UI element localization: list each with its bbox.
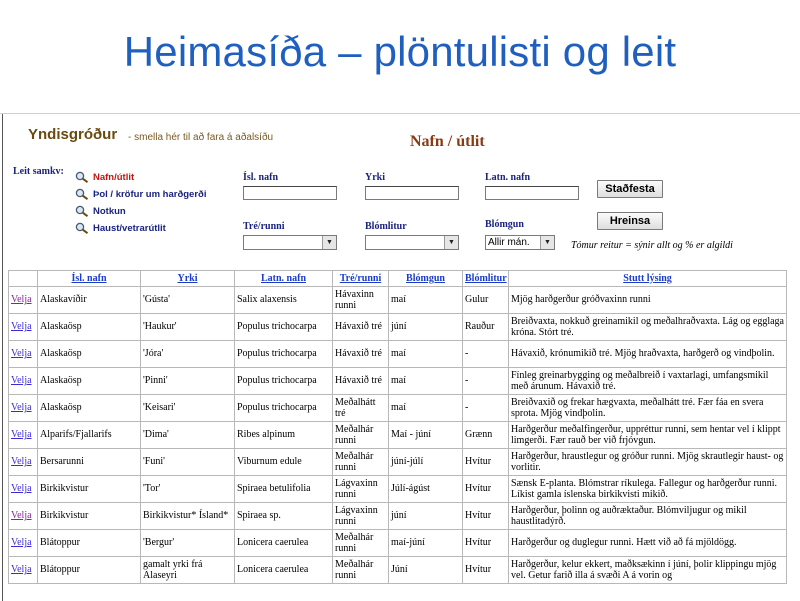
cell-tree-shrub: Meðalhátt tré (333, 395, 389, 422)
chevron-down-icon[interactable]: ▼ (444, 236, 458, 249)
table-row (9, 287, 787, 314)
select-link[interactable]: Velja (11, 537, 32, 549)
header-flower-color[interactable]: Blómlitur (463, 271, 509, 287)
magnifier-icon (75, 222, 89, 234)
table-row (9, 422, 787, 449)
search-option-1[interactable] (75, 188, 207, 200)
flower-color-select[interactable] (365, 235, 459, 250)
cell-description: Harðgerður og duglegur runni. Hætt við að fá mjöldögg. (509, 530, 787, 557)
cell-description: Harðgerður meðalfingerður, uppréttur runni, sem hentar vel í klippt limgerði. Fær rauð ber við frjóvgun. (509, 422, 787, 449)
cell-tree-shrub: Lágvaxinn runni (333, 503, 389, 530)
magnifier-icon (75, 171, 89, 183)
cell-latin-name: Ribes alpinum (235, 422, 333, 449)
select-cell (9, 530, 38, 557)
cell-flowering: júní (389, 503, 463, 530)
cell-description: Fínleg greinarbygging og meðalbreið í vaxtarlagi, umfangsmikil með árunum. Hávaxið tré. (509, 368, 787, 395)
search-option-label: Haust/vetrarútlit (93, 222, 166, 234)
cell-description: Sænsk E-planta. Blómstrar ríkulega. Fallegur og harðgerður runni. Líkist gamla íslenska birkikvisti mikið. (509, 476, 787, 503)
flowering-label: Blómgun (485, 219, 524, 230)
cell-latin-name: Populus trichocarpa (235, 314, 333, 341)
page-border (2, 114, 3, 601)
table-row (9, 341, 787, 368)
home-link-hint[interactable]: - smella hér til að fara á aðalsíðu (128, 132, 274, 143)
magnifier-icon (75, 205, 89, 217)
cell-latin-name: Populus trichocarpa (235, 368, 333, 395)
search-by-label: Leit samkv: (13, 166, 64, 177)
cell-latin-name: Lonicera caerulea (235, 530, 333, 557)
isl-name-input[interactable] (243, 186, 337, 200)
search-option-label: Nafn/útlit (93, 171, 135, 183)
chevron-down-icon[interactable]: ▼ (540, 236, 554, 249)
cell-flower-color: - (463, 395, 509, 422)
tree-shrub-label: Tré/runni (243, 221, 285, 232)
select-link[interactable]: Velja (11, 510, 32, 522)
select-cell (9, 395, 38, 422)
cell-flowering: júní-júlí (389, 449, 463, 476)
cell-isl-name: Birkikvistur (38, 503, 141, 530)
header-select-col (9, 271, 38, 287)
cell-cultivar: 'Tor' (141, 476, 235, 503)
latin-name-input[interactable] (485, 186, 579, 200)
cultivar-label: Yrki (365, 172, 385, 183)
cell-isl-name: Birkikvistur (38, 476, 141, 503)
cell-flower-color: Grænn (463, 422, 509, 449)
cell-flowering: maí (389, 341, 463, 368)
select-link[interactable]: Velja (11, 483, 32, 495)
flowering-selected-value: Allir mán. (488, 237, 530, 248)
slide-title: Heimasíða – plöntulisti og leit (123, 28, 677, 75)
cell-tree-shrub: Hávaxið tré (333, 341, 389, 368)
header-flowering[interactable]: Blómgun (389, 271, 463, 287)
cell-isl-name: Blátoppur (38, 530, 141, 557)
cultivar-input[interactable] (365, 186, 459, 200)
select-cell (9, 422, 38, 449)
clear-button[interactable]: Hreinsa (597, 212, 663, 230)
select-link[interactable]: Velja (11, 348, 32, 360)
chevron-down-icon[interactable]: ▼ (322, 236, 336, 249)
cell-tree-shrub: Hávaxið tré (333, 314, 389, 341)
select-link[interactable]: Velja (11, 321, 32, 333)
brand-logo-link[interactable]: Yndisgróður (28, 126, 118, 143)
search-option-3[interactable] (75, 222, 166, 234)
cell-flowering: Júní (389, 557, 463, 584)
cell-description: Breiðvaxið og frekar hægvaxta, meðalhátt tré. Fær fáa en svera sprota. Mjög vindþolin. (509, 395, 787, 422)
browser-page (0, 113, 800, 601)
cell-latin-name: Spiraea sp. (235, 503, 333, 530)
cell-flower-color: Rauður (463, 314, 509, 341)
search-option-label: Þol / kröfur um harðgerði (93, 188, 207, 200)
cell-cultivar: gamalt yrki frá Alaseyri (141, 557, 235, 584)
cell-flower-color: Hvítur (463, 557, 509, 584)
header-description[interactable]: Stutt lýsing (509, 271, 787, 287)
cell-cultivar: 'Pinni' (141, 368, 235, 395)
select-link[interactable]: Velja (11, 294, 32, 306)
select-cell (9, 341, 38, 368)
header-tree-shrub[interactable]: Tré/runni (333, 271, 389, 287)
cell-description: Hávaxið, krónumikið tré. Mjög hraðvaxta, harðgerð og vindþolin. (509, 341, 787, 368)
search-option-0[interactable] (75, 171, 134, 183)
header-latin-name[interactable]: Latn. nafn (235, 271, 333, 287)
cell-isl-name: Alparifs/Fjallarifs (38, 422, 141, 449)
select-cell (9, 314, 38, 341)
cell-tree-shrub: Meðalhár runni (333, 530, 389, 557)
search-option-2[interactable] (75, 205, 126, 217)
select-cell (9, 368, 38, 395)
cell-isl-name: Alaskaösp (38, 314, 141, 341)
cell-latin-name: Lonicera caerulea (235, 557, 333, 584)
cell-cultivar: 'Dima' (141, 422, 235, 449)
header-cultivar[interactable]: Yrki (141, 271, 235, 287)
table-row (9, 557, 787, 584)
table-row (9, 449, 787, 476)
confirm-button[interactable]: Staðfesta (597, 180, 663, 198)
cell-tree-shrub: Lágvaxinn runni (333, 476, 389, 503)
tree-shrub-select[interactable] (243, 235, 337, 250)
select-link[interactable]: Velja (11, 375, 32, 387)
select-link[interactable]: Velja (11, 402, 32, 414)
select-cell (9, 557, 38, 584)
table-row (9, 395, 787, 422)
select-cell (9, 476, 38, 503)
empty-field-note: Tómur reitur = sýnir allt og % er algildi (571, 240, 733, 251)
table-row (9, 503, 787, 530)
cell-flower-color: - (463, 368, 509, 395)
cell-flowering: júní (389, 314, 463, 341)
table-header-row (9, 271, 787, 287)
cell-latin-name: Populus trichocarpa (235, 395, 333, 422)
cell-description: Harðgerður, kelur ekkert, maðksækinn í júní, þolir klippingu mjög vel. Getur farið illa á svæði A á vorin og (509, 557, 787, 584)
table-row (9, 530, 787, 557)
cell-isl-name: Bersarunni (38, 449, 141, 476)
cell-isl-name: Alaskaösp (38, 341, 141, 368)
page-heading: Nafn / útlit (410, 133, 485, 150)
cell-flower-color: Hvítur (463, 503, 509, 530)
cell-flower-color: Gulur (463, 287, 509, 314)
cell-description: Harðgerður, hraustlegur og gróður runni. Mjög skrautlegir haust- og vorlitir. (509, 449, 787, 476)
cell-isl-name: Alaskavíðir (38, 287, 141, 314)
select-cell (9, 449, 38, 476)
table-row (9, 476, 787, 503)
magnifier-icon (75, 188, 89, 200)
cell-flowering: Maí - júní (389, 422, 463, 449)
cell-tree-shrub: Meðalhár runni (333, 422, 389, 449)
select-cell (9, 503, 38, 530)
cell-flowering: maí (389, 287, 463, 314)
cell-flower-color: - (463, 341, 509, 368)
search-option-label: Notkun (93, 205, 126, 217)
cell-description: Harðgerður, þolinn og auðræktaður. Blómviljugur og mikil haustlitadýrð. (509, 503, 787, 530)
plant-table (8, 270, 787, 584)
cell-cultivar: 'Gústa' (141, 287, 235, 314)
cell-flowering: maí (389, 395, 463, 422)
latin-name-label: Latn. nafn (485, 172, 531, 183)
select-link[interactable]: Velja (11, 564, 32, 576)
table-row (9, 368, 787, 395)
cell-latin-name: Populus trichocarpa (235, 341, 333, 368)
select-link[interactable]: Velja (11, 456, 32, 468)
cell-isl-name: Alaskaösp (38, 368, 141, 395)
cell-tree-shrub: Meðalhár runni (333, 449, 389, 476)
cell-description: Breiðvaxta, nokkuð greinamikil og meðalhraðvaxta. Lág og egglaga króna. Stórt tré. (509, 314, 787, 341)
cell-latin-name: Viburnum edule (235, 449, 333, 476)
cell-flowering: Júlí-ágúst (389, 476, 463, 503)
flowering-select[interactable] (485, 235, 555, 250)
select-cell (9, 287, 38, 314)
cell-isl-name: Alaskaösp (38, 395, 141, 422)
cell-flowering: maí (389, 368, 463, 395)
table-row (9, 314, 787, 341)
cell-cultivar: 'Jóra' (141, 341, 235, 368)
select-link[interactable]: Velja (11, 429, 32, 441)
cell-cultivar: 'Funi' (141, 449, 235, 476)
cell-isl-name: Blátoppur (38, 557, 141, 584)
cell-flower-color: Hvítur (463, 476, 509, 503)
cell-description: Mjög harðgerður gróðvaxinn runni (509, 287, 787, 314)
cell-tree-shrub: Meðalhár runni (333, 557, 389, 584)
flower-color-label: Blómlitur (365, 221, 407, 232)
cell-latin-name: Spiraea betulifolia (235, 476, 333, 503)
header-isl-name[interactable]: Ísl. nafn (38, 271, 141, 287)
cell-flower-color: Hvítur (463, 530, 509, 557)
cell-latin-name: Salix alaxensis (235, 287, 333, 314)
cell-cultivar: Birkikvistur* Ísland* (141, 503, 235, 530)
cell-tree-shrub: Hávaxinn runni (333, 287, 389, 314)
cell-flowering: maí-júní (389, 530, 463, 557)
isl-name-label: Ísl. nafn (243, 172, 279, 183)
cell-cultivar: 'Haukur' (141, 314, 235, 341)
cell-cultivar: 'Bergur' (141, 530, 235, 557)
cell-flower-color: Hvítur (463, 449, 509, 476)
cell-tree-shrub: Hávaxið tré (333, 368, 389, 395)
cell-cultivar: 'Keisari' (141, 395, 235, 422)
